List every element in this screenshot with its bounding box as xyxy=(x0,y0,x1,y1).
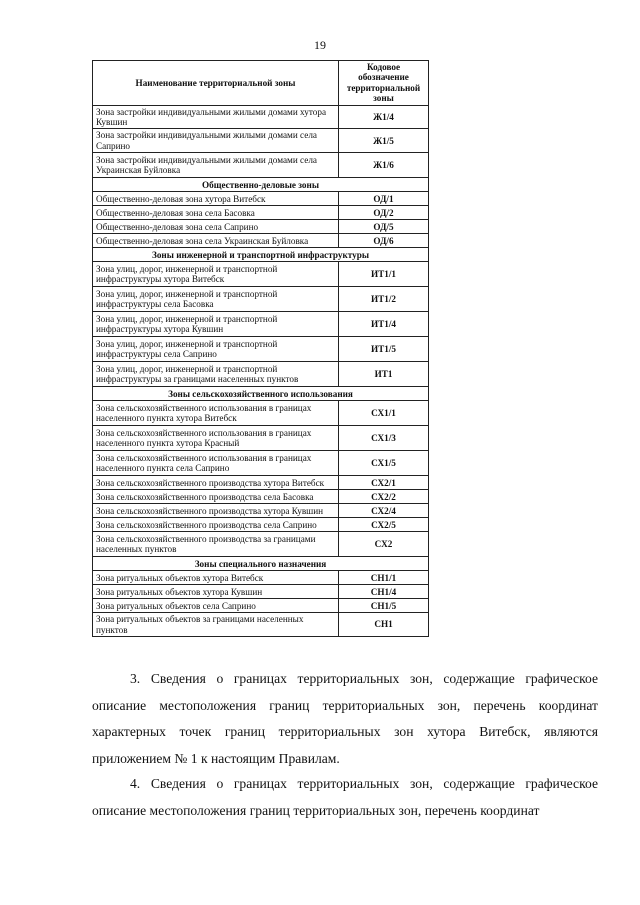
table-row xyxy=(93,220,429,234)
section-title: Зоны инженерной и транспортной инфраструктуры xyxy=(93,248,429,262)
zone-name-cell: Общественно-деловая зона села Басовка xyxy=(93,206,339,220)
zone-code-cell: СН1 xyxy=(339,613,429,637)
table-row xyxy=(93,490,429,504)
zone-code-cell: ОД/5 xyxy=(339,220,429,234)
zone-name-cell: Зона ритуальных объектов села Саприно xyxy=(93,599,339,613)
zone-code-cell: СН1/4 xyxy=(339,585,429,599)
table-body xyxy=(93,105,429,636)
zone-name-cell: Общественно-деловая зона села Украинская Буйловка xyxy=(93,234,339,248)
zone-code-cell: ИТ1/4 xyxy=(339,312,429,337)
zone-name-cell: Зона сельскохозяйственного производства хутора Витебск xyxy=(93,476,339,490)
zone-code-cell: ИТ1/5 xyxy=(339,337,429,362)
territorial-zones-table xyxy=(92,60,429,637)
table-section-row xyxy=(93,557,429,571)
zone-code-cell: ИТ1/2 xyxy=(339,287,429,312)
table-row xyxy=(93,337,429,362)
table-section-row xyxy=(93,178,429,192)
table-row xyxy=(93,571,429,585)
zone-name-cell: Зона сельскохозяйственного производства за границами населенных пунктов xyxy=(93,532,339,557)
section-title: Зоны сельскохозяйственного использования xyxy=(93,387,429,401)
zone-code-cell: ИТ1 xyxy=(339,362,429,387)
paragraph-item-4 xyxy=(92,771,598,824)
table-row xyxy=(93,401,429,426)
zone-name-cell: Зона ритуальных объектов хутора Витебск xyxy=(93,571,339,585)
table-row xyxy=(93,518,429,532)
zone-code-cell: СХ2/5 xyxy=(339,518,429,532)
table-row xyxy=(93,476,429,490)
paragraph-text: 3. Сведения о границах территориальных зон, содержащие графическое описание местоположения границ территориальных зон, перечень координат характерных точек границ территориальных зон хутора Витебск, являются приложением № 1 к настоящим Правилам. xyxy=(92,671,598,766)
zone-name-cell: Зона сельскохозяйственного производства села Басовка xyxy=(93,490,339,504)
zone-code-cell: СХ1/3 xyxy=(339,426,429,451)
table-row xyxy=(93,426,429,451)
table-row xyxy=(93,105,429,129)
zone-name-cell: Зона улиц, дорог, инженерной и транспортной инфраструктуры села Басовка xyxy=(93,287,339,312)
zone-code-cell: ОД/6 xyxy=(339,234,429,248)
section-title: Общественно-деловые зоны xyxy=(93,178,429,192)
table-row xyxy=(93,287,429,312)
table-row xyxy=(93,192,429,206)
paragraph-item-3 xyxy=(92,666,598,772)
zone-name-cell: Зона сельскохозяйственного производства села Саприно xyxy=(93,518,339,532)
table-header-row xyxy=(93,61,429,106)
zone-code-cell: СХ2/2 xyxy=(339,490,429,504)
zone-code-cell: ИТ1/1 xyxy=(339,262,429,287)
table-row xyxy=(93,504,429,518)
zone-name-cell: Зона улиц, дорог, инженерной и транспортной инфраструктуры хутора Кувшин xyxy=(93,312,339,337)
table-row xyxy=(93,532,429,557)
zone-name-cell: Зона улиц, дорог, инженерной и транспортной инфраструктуры села Саприно xyxy=(93,337,339,362)
zone-code-cell: Ж1/4 xyxy=(339,105,429,129)
zone-name-cell: Зона застройки индивидуальными жилыми домами села Украинская Буйловка xyxy=(93,153,339,178)
table-section-row xyxy=(93,387,429,401)
zone-name-cell: Зона застройки индивидуальными жилыми домами хутора Кувшин xyxy=(93,105,339,129)
zone-code-cell: СН1/5 xyxy=(339,599,429,613)
table-row xyxy=(93,234,429,248)
table-row xyxy=(93,362,429,387)
table-row xyxy=(93,312,429,337)
zone-name-cell: Зона сельскохозяйственного производства хутора Кувшин xyxy=(93,504,339,518)
table-row xyxy=(93,585,429,599)
zone-name-cell: Зона сельскохозяйственного использования в границах населенного пункта хутора Витебск xyxy=(93,401,339,426)
zone-code-cell: Ж1/6 xyxy=(339,153,429,178)
page-number: 19 xyxy=(314,38,326,52)
zone-name-cell: Зона застройки индивидуальными жилыми домами села Саприно xyxy=(93,129,339,153)
table-row xyxy=(93,599,429,613)
zone-code-cell: СН1/1 xyxy=(339,571,429,585)
zone-code-cell: СХ1/1 xyxy=(339,401,429,426)
column-header-zone-name: Наименование территориальной зоны xyxy=(93,61,339,106)
zone-name-cell: Зона улиц, дорог, инженерной и транспортной инфраструктуры за границами населенных пунктов xyxy=(93,362,339,387)
zone-name-cell: Общественно-деловая зона села Саприно xyxy=(93,220,339,234)
zone-code-cell: СХ2/4 xyxy=(339,504,429,518)
section-title: Зоны специального назначения xyxy=(93,557,429,571)
table-section-row xyxy=(93,248,429,262)
zone-name-cell: Зона ритуальных объектов за границами населенных пунктов xyxy=(93,613,339,637)
table-row xyxy=(93,153,429,178)
zone-name-cell: Зона ритуальных объектов хутора Кувшин xyxy=(93,585,339,599)
zone-name-cell: Зона улиц, дорог, инженерной и транспортной инфраструктуры хутора Витебск xyxy=(93,262,339,287)
column-header-zone-code: Кодовое обозначение территориальной зоны xyxy=(339,61,429,106)
zone-code-cell: ОД/1 xyxy=(339,192,429,206)
zone-code-cell: СХ2/1 xyxy=(339,476,429,490)
zone-name-cell: Общественно-деловая зона хутора Витебск xyxy=(93,192,339,206)
table-row xyxy=(93,613,429,637)
zone-code-cell: СХ2 xyxy=(339,532,429,557)
zone-code-cell: ОД/2 xyxy=(339,206,429,220)
zone-code-cell: СХ1/5 xyxy=(339,451,429,476)
table-row xyxy=(93,206,429,220)
paragraph-text: 4. Сведения о границах территориальных зон, содержащие графическое описание местоположения границ территориальных зон, перечень координат xyxy=(92,776,598,818)
zone-code-cell: Ж1/5 xyxy=(339,129,429,153)
table-row xyxy=(93,262,429,287)
table-row xyxy=(93,451,429,476)
table-row xyxy=(93,129,429,153)
zone-name-cell: Зона сельскохозяйственного использования в границах населенного пункта хутора Красный xyxy=(93,426,339,451)
zone-name-cell: Зона сельскохозяйственного использования в границах населенного пункта села Саприно xyxy=(93,451,339,476)
